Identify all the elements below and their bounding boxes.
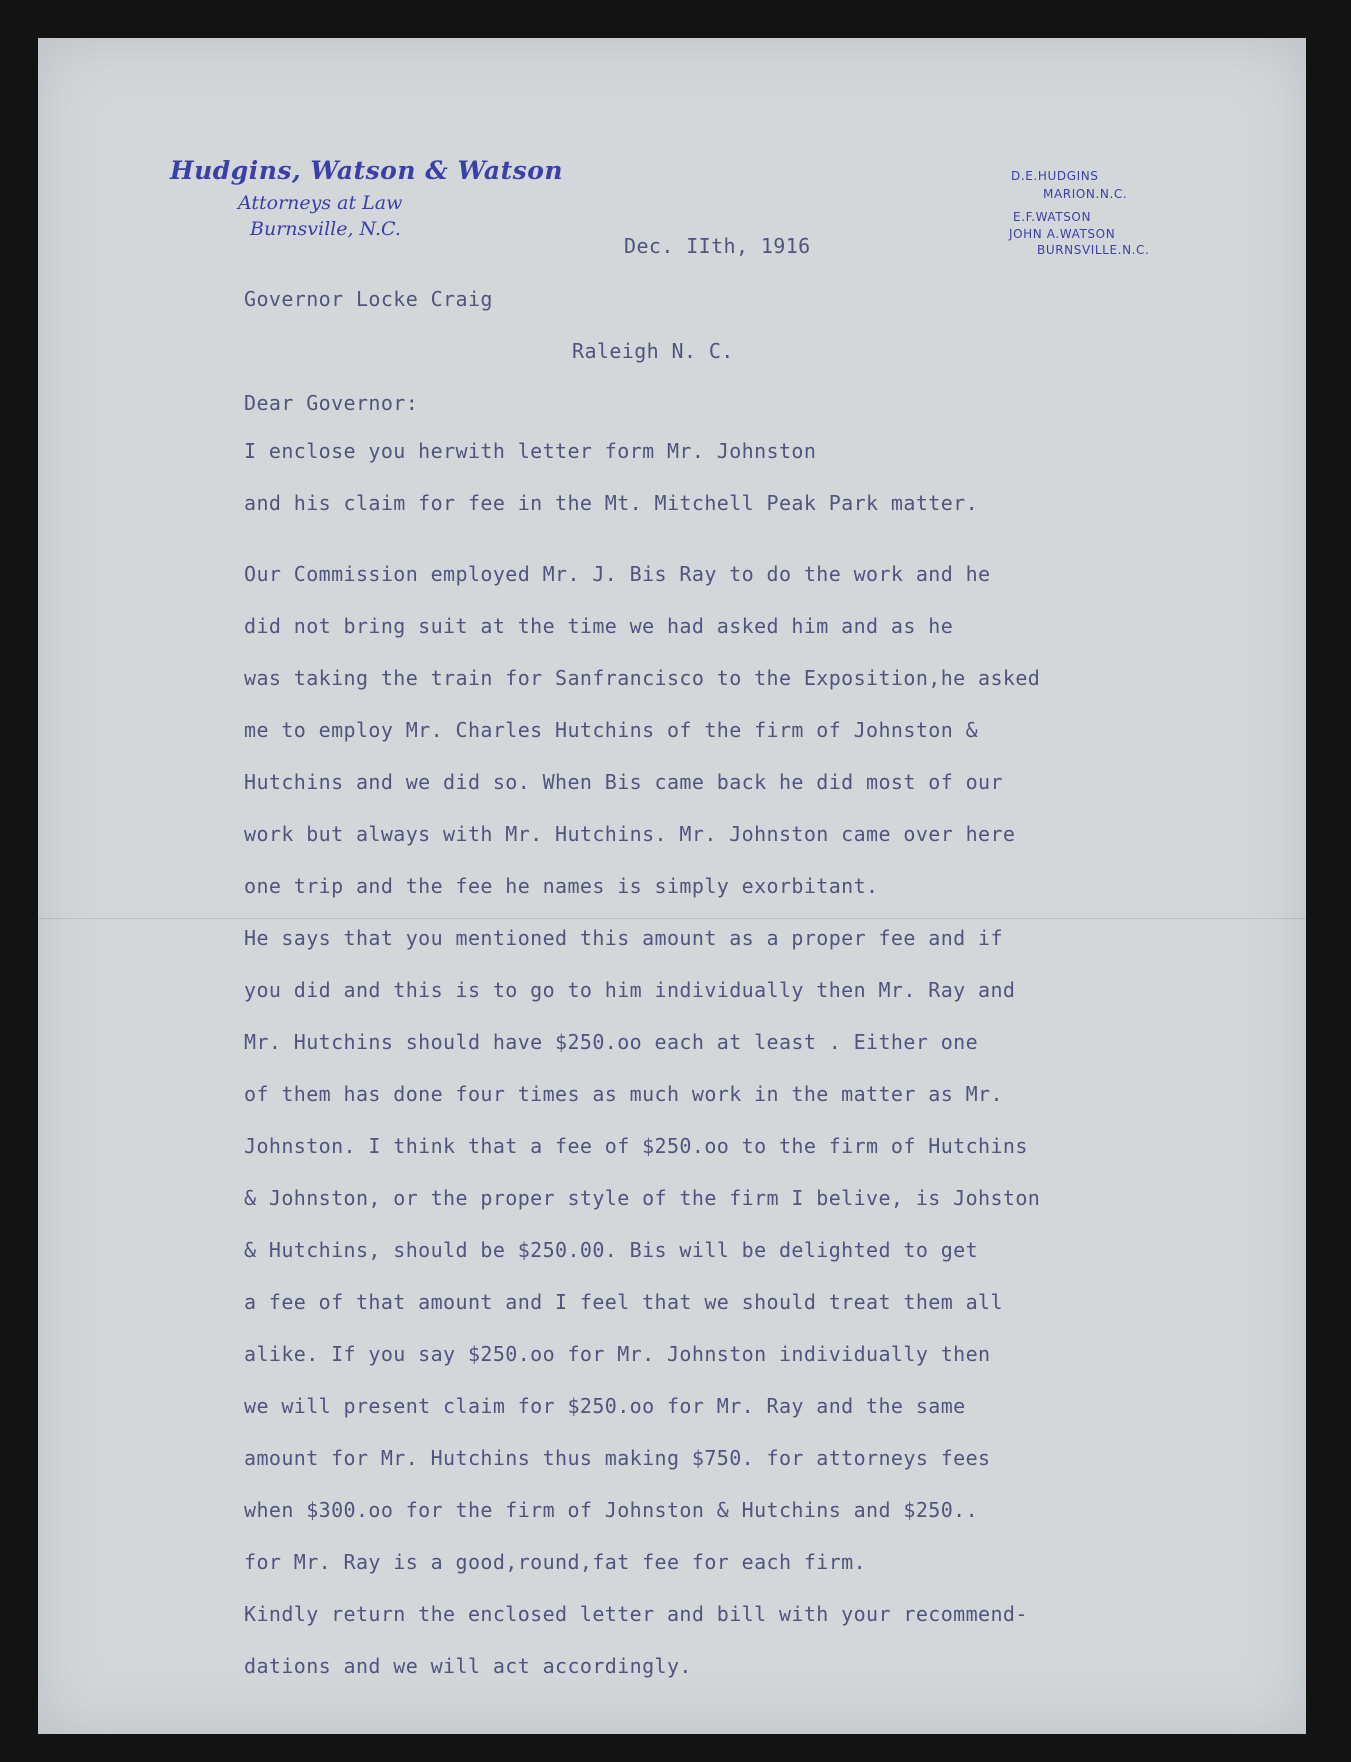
partner-watson-city: BURNSVILLE.N.C. — [1037, 243, 1150, 257]
body-line: amount for Mr. Hutchins thus making $750. for attorneys fees — [244, 1446, 991, 1470]
body-line: Johnston. I think that a fee of $250.oo to the firm of Hutchins — [244, 1134, 1028, 1158]
body-line: one trip and the fee he names is simply exorbitant. — [244, 874, 879, 898]
body-line: & Hutchins, should be $250.00. Bis will be delighted to get — [244, 1238, 979, 1262]
body-line: alike. If you say $250.oo for Mr. Johnston individually then — [244, 1342, 991, 1366]
body-line: work but always with Mr. Hutchins. Mr. Johnston came over here — [244, 822, 1016, 846]
recipient-location: Raleigh N. C. — [572, 339, 734, 363]
body-line: did not bring suit at the time we had asked him and as he — [244, 614, 954, 638]
firm-subtitle: Attorneys at Law — [238, 192, 403, 214]
letter-page — [38, 38, 1306, 1734]
body-line: you did and this is to go to him individually then Mr. Ray and — [244, 978, 1016, 1002]
body-line: a fee of that amount and I feel that we should treat them all — [244, 1290, 1003, 1314]
body-line: and his claim for fee in the Mt. Mitchell Peak Park matter. — [244, 491, 979, 515]
body-line: we will present claim for $250.oo for Mr. Ray and the same — [244, 1394, 966, 1418]
paper-fold — [38, 918, 1306, 919]
firm-name: Hudgins, Watson & Watson — [170, 156, 564, 185]
body-line: Hutchins and we did so. When Bis came back he did most of our — [244, 770, 1003, 794]
partner-hudgins: D.E.HUDGINS — [1011, 169, 1099, 183]
salutation: Dear Governor: — [244, 391, 419, 415]
body-line: I enclose you herwith letter form Mr. Johnston — [244, 439, 817, 463]
body-line: was taking the train for Sanfrancisco to the Exposition,he asked — [244, 666, 1041, 690]
body-line: Mr. Hutchins should have $250.oo each at least . Either one — [244, 1030, 979, 1054]
partner-hudgins-city: MARION.N.C. — [1043, 187, 1128, 201]
partner-john-watson: JOHN A.WATSON — [1009, 227, 1116, 241]
body-line: when $300.oo for the firm of Johnston & Hutchins and $250.. — [244, 1498, 979, 1522]
body-line: He says that you mentioned this amount as a proper fee and if — [244, 926, 1003, 950]
body-line: of them has done four times as much work in the matter as Mr. — [244, 1082, 1003, 1106]
body-line: & Johnston, or the proper style of the firm I belive, is Johston — [244, 1186, 1041, 1210]
letter-date: Dec. IIth, 1916 — [624, 234, 811, 258]
body-line: for Mr. Ray is a good,round,fat fee for each firm. — [244, 1550, 867, 1574]
partner-ef-watson: E.F.WATSON — [1013, 210, 1092, 224]
firm-city: Burnsville, N.C. — [250, 218, 401, 240]
body-line: dations and we will act accordingly. — [244, 1654, 692, 1678]
recipient-name: Governor Locke Craig — [244, 287, 493, 311]
body-line: Kindly return the enclosed letter and bill with your recommend- — [244, 1602, 1028, 1626]
body-line: me to employ Mr. Charles Hutchins of the firm of Johnston & — [244, 718, 979, 742]
body-line: Our Commission employed Mr. J. Bis Ray to do the work and he — [244, 562, 991, 586]
